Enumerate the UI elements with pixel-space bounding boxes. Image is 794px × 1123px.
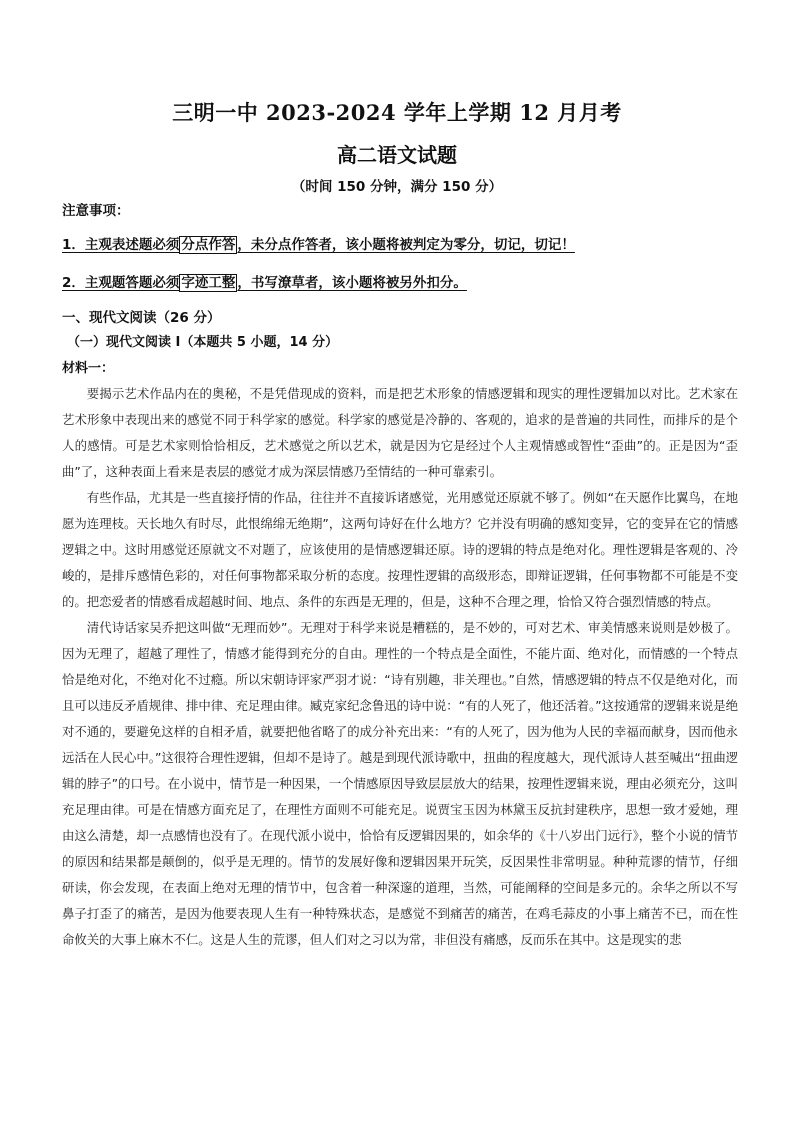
school-title: 三明一中 2023-2024 学年上学期 12 月月考 bbox=[172, 100, 622, 125]
paragraph: 清代诗话家吴乔把这叫做“无理而妙”。无理对于科学来说是糟糕的，是不妙的，可对艺术、审美情感来说则是妙极了。因为无理了，超越了理性了，情感才能得到充分的自由。理性的一个特点是全面性，不能片面、绝对化，而情感的一个特点恰是绝对化，不绝对化不过瘾。所以宋朝诗评家严羽才说：“诗有别趣，非关理也。”自然，情感逻辑的特点不仅是绝对化，而且可以违反矛盾规律、排中律、充足理由律。臧克家纪念鲁迅的诗中说：“有的人死了，他还活着。”这按通常的逻辑来说是绝对不通的，要避免这样的自相矛盾，就要把他省略了的成分补充出来：“有的人死了，因为他为人民的幸福而献身，因而他永远活在人民心中。”这很符合理性逻辑，但却不是诗了。越是到现代派诗歌中，扭曲的程度越大，现代派诗人甚至喊出“扭曲逻辑的脖子”的口号。在小说中，情节是一种因果，一个情感原因导致层层放大的结果，按理性逻辑来说，理由必须充分，这叫充足理由律。可是在情感方面充足了，在理性方面则不可能充足。说贾宝玉因为林黛玉反抗封建秩序，思想一致才爱她，理由这么清楚，却一点感情也没有了。在现代派小说中，恰恰有反逻辑因果的，如余华的《十八岁出门远行》，整个小说的情节的原因和结果都是颠倒的，似乎是无理的。情节的发展好像和逻辑因果开玩笑，反因果性非常明显。种种荒谬的情节，仔细研读，你会发现，在表面上绝对无理的情节中，包含着一种深邃的道理，当然，可能阐释的空间是多元的。余华之所以不写鼻子打歪了的痛苦，是因为他要表现人生有一种特殊状态，是感觉不到痛苦的痛苦，在鸡毛蒜皮的小事上痛苦不已，而在性命攸关的大事上麻木不仁。这是人生的荒谬，但人们对之习以为常，非但没有痛感，反而乐在其中。这是现实的悲 bbox=[62, 620, 738, 947]
material-label: 材料一： bbox=[62, 361, 115, 376]
rule-1-boxed: 分点作答 bbox=[181, 237, 236, 253]
rule-1-suffix: ，未分点作答者，该小题将被判定为零分，切记，切记！ bbox=[237, 237, 575, 253]
notice-rule-1 bbox=[62, 233, 575, 253]
rule-2-suffix: ，书写潦草者，该小题将被另外扣分。 bbox=[237, 275, 467, 291]
notice-rule-2 bbox=[62, 271, 467, 291]
time-info: （时间 150 分钟，满分 150 分） bbox=[291, 179, 503, 195]
subject-title: 高二语文试题 bbox=[337, 143, 457, 167]
rule-1-prefix: 1．主观表述题必须 bbox=[62, 237, 180, 253]
rule-2-prefix: 2．主观题答题必须 bbox=[62, 275, 180, 291]
notice-label: 注意事项： bbox=[62, 203, 130, 219]
paragraph: 有些作品，尤其是一些直接抒情的作品，往往并不直接诉诸感觉，光用感觉还原就不够了。例如“在天愿作比翼鸟，在地愿为连理枝。天长地久有时尽，此恨绵绵无绝期”，这两句诗好在什么地方？它并没有明确的感知变异，它的变异在它的情感逻辑之中。这时用感觉还原就文不对题了，应该使用的是情感逻辑还原。诗的逻辑的特点是绝对化。理性逻辑是客观的、冷峻的，是排斥感情色彩的，对任何事物都采取分析的态度。按理性逻辑的高级形态，即辩证逻辑，任何事物都不可能是不变的。把恋爱者的情感看成超越时间、地点、条件的东西是无理的，但是，这种不合理之理，恰恰又符合强烈情感的特点。 bbox=[62, 490, 738, 609]
paragraph: 要揭示艺术作品内在的奥秘，不是凭借现成的资料，而是把艺术形象的情感逻辑和现实的理性逻辑加以对比。艺术家在艺术形象中表现出来的感觉不同于科学家的感觉。科学家的感觉是冷静的、客观的，追求的是普遍的共同性，而排斥的是个人的感情。可是艺术家则恰恰相反，艺术感觉之所以艺术，就是因为它是经过个人主观情感或智性“歪曲”的。正是因为“歪曲”了，这种表面上看来是表层的感觉才成为深层情感乃至情结的一种可靠索引。 bbox=[62, 386, 738, 479]
material-text bbox=[62, 381, 738, 953]
section-subheading: （一）现代文阅读 I（本题共 5 小题，14 分） bbox=[67, 335, 339, 350]
section-heading: 一、现代文阅读（26 分） bbox=[62, 310, 221, 326]
rule-2-boxed: 字迹工整 bbox=[181, 275, 236, 291]
